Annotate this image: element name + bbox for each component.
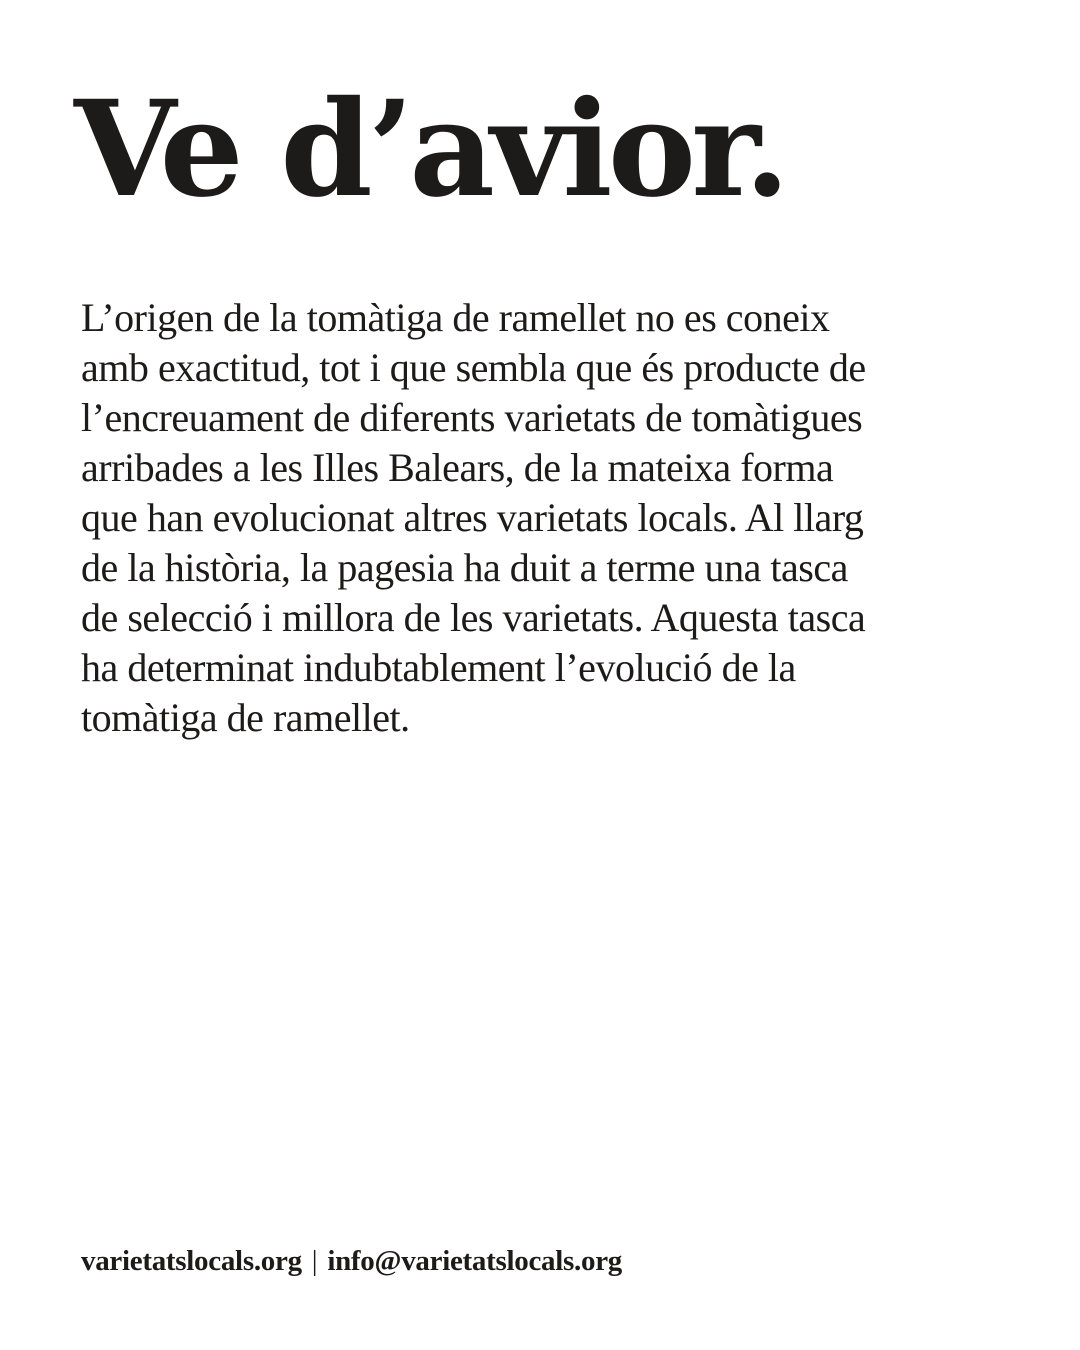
footer-separator: |: [311, 1245, 318, 1277]
body-line-3: l’encreuament de diferents varietats de tomàtigues: [81, 395, 863, 440]
footer-contact-line: [81, 1245, 622, 1278]
body-line-1: L’origen de la tomàtiga de ramellet no es coneix: [81, 295, 830, 340]
body-line-8: ha determinat indubtablement l’evolució de la: [81, 645, 796, 690]
footer-email-text: info@varietatslocals.org: [327, 1245, 622, 1277]
body-line-9: tomàtiga de ramellet.: [81, 695, 410, 740]
body-line-5: que han evolucionat altres varietats locals. Al llarg: [81, 495, 864, 540]
body-line-4: arribades a les Illes Balears, de la mateixa forma: [81, 445, 834, 490]
body-paragraph: [81, 293, 1041, 743]
footer-website-text: varietatslocals.org: [81, 1245, 302, 1277]
body-line-6: de la història, la pagesia ha duit a terme una tasca: [81, 545, 848, 590]
page-title: Ve d’avior.: [74, 72, 786, 227]
body-line-7: de selecció i millora de les varietats. Aquesta tasca: [81, 595, 866, 640]
body-line-2: amb exactitud, tot i que sembla que és producte de: [81, 345, 866, 390]
